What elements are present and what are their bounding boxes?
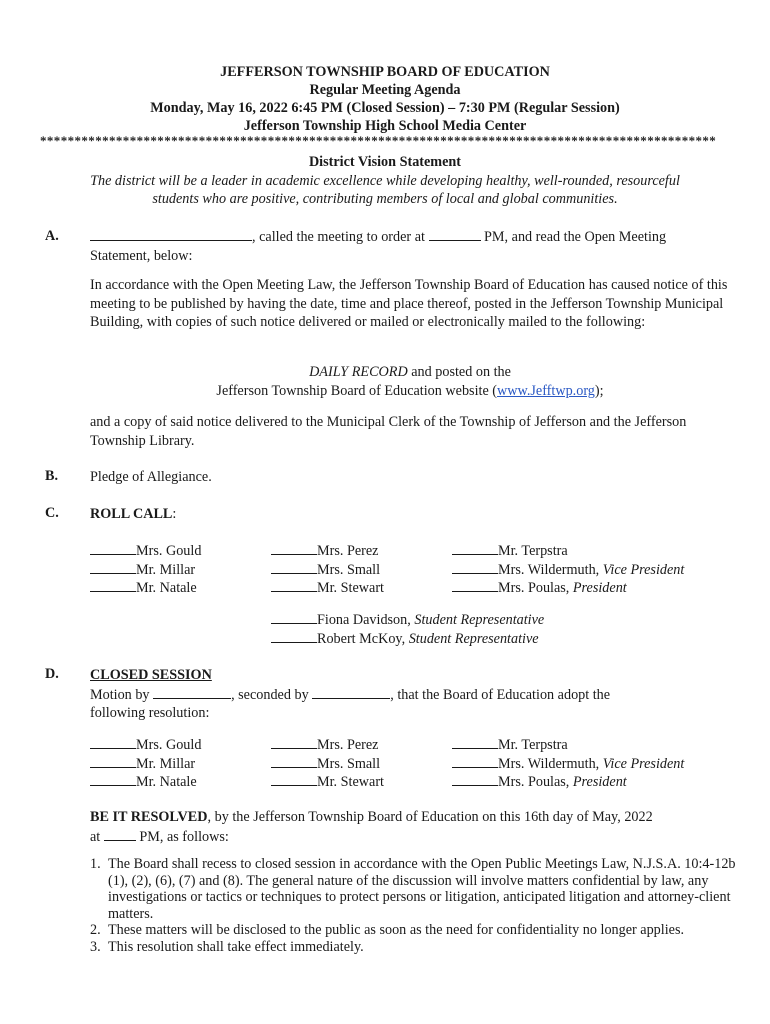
time-blank — [429, 227, 481, 241]
roll-entry: Mrs. Wildermuth, Vice President — [452, 754, 684, 773]
section-d-letter: D. — [45, 666, 59, 682]
website-link[interactable]: www.Jefftwp.org — [497, 382, 595, 399]
closed-session-block: CLOSED SESSION Motion by , seconded by , that the Board of Education adopt the following resolution: — [90, 667, 611, 721]
roll-entry: Mr. Terpstra — [452, 735, 684, 754]
open-meeting-statement: In accordance with the Open Meeting Law, the Jefferson Township Board of Education has caused notice of this meeting to be published by having the date, time and place thereof, posted in the Jefferson Township Municipal Building, with copies of such notice delivered or mailed or electronically mailed to the following: — [90, 277, 728, 330]
roll-entry: Mrs. Small — [271, 560, 384, 579]
second-blank — [312, 685, 390, 699]
motion-blank — [153, 685, 231, 699]
roll-entry: Mr. Natale — [90, 578, 201, 597]
student-representatives — [271, 610, 544, 647]
board-title: JEFFERSON TOWNSHIP BOARD OF EDUCATION — [220, 64, 550, 80]
section-c-letter: C. — [45, 505, 59, 521]
roll-entry: Mr. Millar — [90, 754, 201, 773]
roll-entry: Mrs. Poulas, President — [452, 578, 684, 597]
meeting-location: Jefferson Township High School Media Center — [243, 118, 527, 134]
list-item: 2. These matters will be disclosed to the public as soon as the need for confidentiality no longer applies. — [90, 922, 685, 938]
caller-blank — [90, 227, 252, 241]
section-a-call-to-order: , called the meeting to order at PM, and read the Open Meeting Statement, below: — [90, 229, 667, 264]
roll-entry: Mr. Terpstra — [452, 541, 684, 560]
pledge-of-allegiance: Pledge of Allegiance. — [90, 469, 212, 485]
notice-publications: DAILY RECORD and posted on the Jefferson Township Board of Education website (www.Jefftwp.org); — [216, 364, 604, 399]
roll-entry: Mrs. Gould — [90, 735, 201, 754]
closed-session-heading: CLOSED SESSION — [90, 667, 212, 683]
closed-roll-col-2 — [271, 735, 384, 791]
roll-entry: Robert McKoy, Student Representative — [271, 629, 544, 648]
roll-entry: Mrs. Small — [271, 754, 384, 773]
roll-entry: Mr. Stewart — [271, 578, 384, 597]
roll-entry: Mrs. Perez — [271, 735, 384, 754]
agenda-title: Regular Meeting Agenda — [309, 82, 461, 98]
roll-entry: Mrs. Poulas, President — [452, 772, 684, 791]
section-a-letter: A. — [45, 228, 59, 244]
roll-call-col-3 — [452, 541, 684, 597]
vision-heading: District Vision Statement — [308, 154, 462, 170]
roll-entry: Fiona Davidson, Student Representative — [271, 610, 544, 629]
asterisk-divider: ************************************************************************************************** — [40, 133, 717, 148]
closed-roll-col-1 — [90, 735, 201, 791]
roll-call-col-1 — [90, 541, 201, 597]
roll-entry: Mrs. Wildermuth, Vice President — [452, 560, 684, 579]
resolution-time-blank — [104, 827, 136, 841]
roll-entry: Mrs. Gould — [90, 541, 201, 560]
section-b-letter: B. — [45, 468, 59, 484]
list-item: 1. The Board shall recess to closed session in accordance with the Open Public Meetings Law, N.J.S.A. 10:4-12b (1), (2), (6), (7) and (8). The general nature of the discussion will involve matters confidential by law, any investigations or tactics or techniques to protect persons or litigation, anticipated litigation and attorney-client matters. — [90, 856, 736, 922]
meeting-date: Monday, May 16, 2022 6:45 PM (Closed Session) – 7:30 PM (Regular Session) — [150, 100, 620, 116]
resolution-statement: BE IT RESOLVED, by the Jefferson Township Board of Education on this 16th day of May, 2022 at PM, as follows: — [90, 809, 653, 845]
vision-statement: The district will be a leader in academic excellence while developing healthy, well-rounded, resourceful students who are positive, contributing members of local and global communities. — [90, 173, 680, 207]
roll-entry: Mr. Stewart — [271, 772, 384, 791]
list-item: 3. This resolution shall take effect immediately. — [90, 938, 364, 955]
roll-call-col-2 — [271, 541, 384, 597]
roll-entry: Mrs. Perez — [271, 541, 384, 560]
roll-entry: Mr. Natale — [90, 772, 201, 791]
roll-call-heading: ROLL CALL: — [90, 506, 177, 522]
notice-delivery-statement: and a copy of said notice delivered to the Municipal Clerk of the Township of Jefferson and the Jefferson Township Library. — [90, 414, 687, 449]
closed-roll-col-3 — [452, 735, 684, 791]
roll-entry: Mr. Millar — [90, 560, 201, 579]
resolution-items — [90, 856, 740, 955]
